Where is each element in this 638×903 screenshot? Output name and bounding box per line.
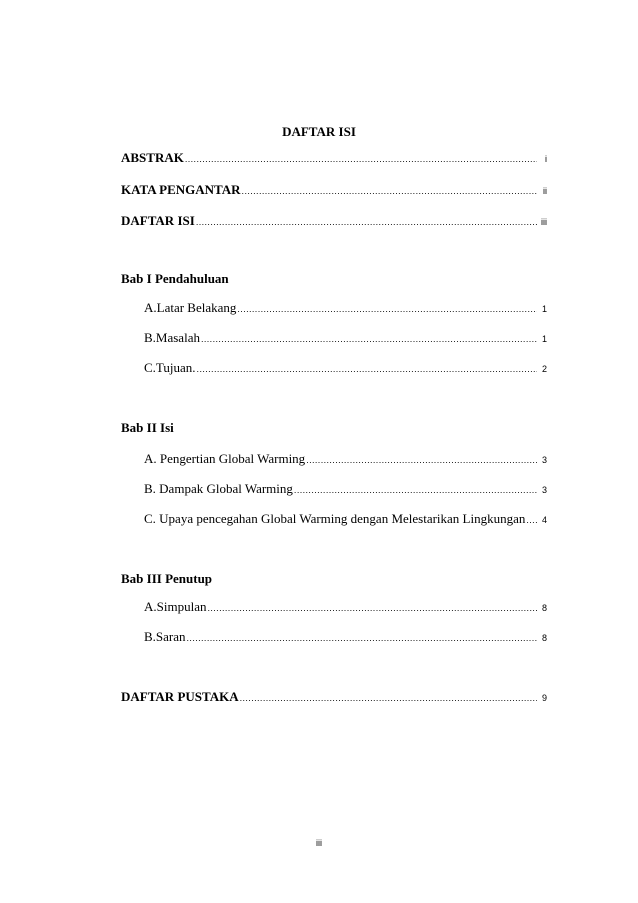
toc-entry-page: 1 [541, 304, 547, 314]
toc-entry-saran [144, 629, 547, 645]
chapter-heading-bab-3: Bab III Penutup [121, 571, 213, 586]
toc-entry-label: KATA PENGANTAR [121, 182, 241, 197]
leader-dots [201, 331, 537, 347]
toc-entry-page: 3 [541, 455, 547, 465]
toc-entry-label: DAFTAR PUSTAKA [121, 689, 239, 704]
toc-entry-page: 8 [541, 633, 547, 643]
toc-entry-label: C.Tujuan. [144, 360, 196, 375]
toc-entry-masalah [144, 330, 547, 346]
toc-entry-tujuan [144, 360, 547, 376]
leader-dots [197, 361, 537, 377]
toc-entry-page: 1 [541, 334, 547, 344]
leader-dots [294, 482, 537, 498]
toc-entry-page: 4 [541, 515, 547, 525]
leader-dots [526, 512, 537, 528]
toc-entry-label: A.Latar Belakang [144, 300, 237, 315]
toc-entry-label: C. Upaya pencegahan Global Warming dengan Melestarikan Lingkungan [144, 511, 526, 526]
toc-entry-upaya [144, 511, 547, 527]
toc-entry-dampak [144, 481, 547, 497]
toc-entry-kata-pengantar [121, 182, 547, 198]
toc-entry-label: B.Masalah [144, 330, 200, 345]
toc-entry-page: 2 [541, 364, 547, 374]
leader-dots [207, 600, 537, 616]
toc-entry-abstrak [121, 150, 547, 166]
toc-entry-label: DAFTAR ISI [121, 213, 195, 228]
leader-dots [237, 301, 537, 317]
toc-entry-page: 8 [541, 603, 547, 613]
toc-entry-daftar-isi [121, 213, 547, 229]
leader-dots [196, 214, 537, 230]
toc-entry-label: ABSTRAK [121, 150, 184, 165]
toc-entry-latar-belakang [144, 300, 547, 316]
leader-dots [187, 630, 537, 646]
toc-entry-label: B. Dampak Global Warming [144, 481, 293, 496]
page-number: iii [316, 838, 322, 848]
leader-dots [306, 452, 537, 468]
leader-dots [240, 690, 537, 706]
toc-entry-page: i [545, 154, 547, 164]
toc-entry-label: B.Saran [144, 629, 186, 644]
toc-entry-label: A. Pengertian Global Warming [144, 451, 306, 466]
toc-entry-simpulan [144, 599, 547, 615]
leader-dots [242, 183, 537, 199]
toc-entry-pengertian [144, 451, 547, 467]
toc-entry-page: iii [541, 217, 547, 227]
toc-entry-page: 9 [541, 693, 547, 703]
chapter-heading-bab-1: Bab I Pendahuluan [121, 271, 229, 286]
toc-entry-page: ii [543, 186, 547, 196]
page-title: DAFTAR ISI [282, 124, 356, 139]
chapter-heading-bab-2: Bab II Isi [121, 420, 174, 435]
toc-entry-daftar-pustaka [121, 689, 547, 705]
toc-entry-page: 3 [541, 485, 547, 495]
leader-dots [185, 151, 537, 167]
toc-entry-label: A.Simpulan [144, 599, 207, 614]
